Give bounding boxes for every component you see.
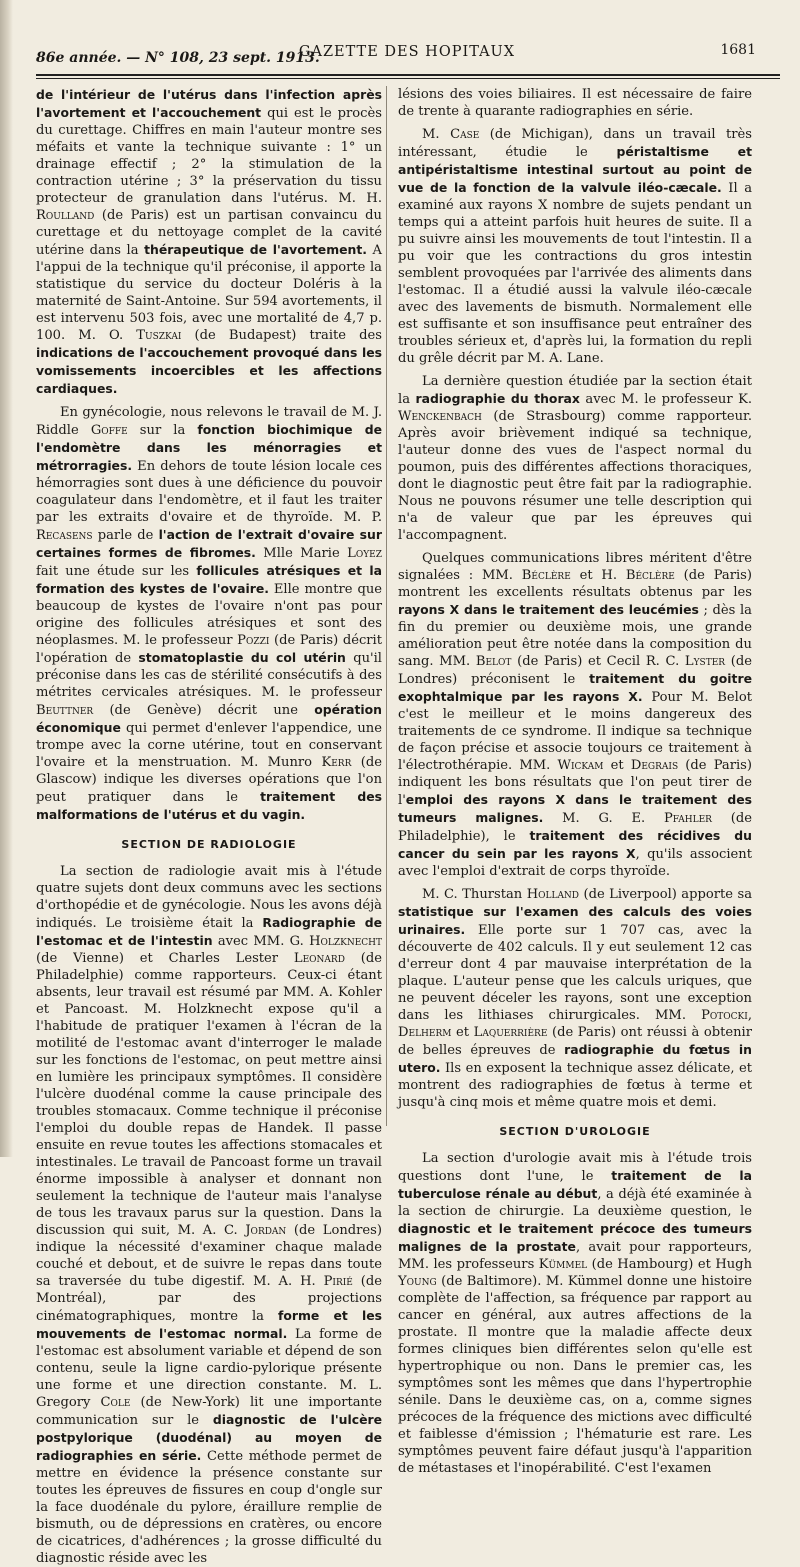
author-name: Degrais bbox=[630, 758, 679, 773]
text-run: , qu'ils associent avec l'emploi d'extrait de corps thyroïde. bbox=[398, 847, 752, 879]
section-heading-urologie: SECTION D'UROLOGIE bbox=[499, 1125, 651, 1138]
text-run: fait une étude sur les bbox=[36, 564, 197, 579]
text-run: qui permet d'enlever l'appendice, une trompe avec la corne utérine, tout en conservant l'ovaire et la menstruation. M. Munro bbox=[36, 721, 382, 770]
text-run: (de Genève) décrit une bbox=[93, 703, 315, 718]
text-run: (de Paris) décrit l'opération de bbox=[36, 633, 382, 666]
author-name: Beuttner bbox=[36, 703, 94, 718]
page-header bbox=[36, 40, 778, 70]
text-run: (de Montréal), par des projections cinématographiques, montre la bbox=[36, 1274, 383, 1324]
author-name: Pozzi bbox=[237, 633, 270, 648]
text-run: La section de radiologie avait mis à l'étude quatre sujets dont deux communs avec les sections d'orthopédie et de gynécologie. Nous les avons déjà indiqués. Le troisième était la bbox=[36, 864, 382, 931]
author-name: Goffe bbox=[90, 423, 128, 438]
emphasized-phrase: forme et les mouvements de l'estomac normal. bbox=[36, 1308, 383, 1341]
left-column bbox=[36, 86, 383, 1566]
paragraph bbox=[36, 86, 382, 398]
text-run: et bbox=[603, 758, 631, 773]
text-run: (de Philadelphie), le bbox=[398, 811, 753, 844]
text-run: Quelques communications libres méritent d'être signalées : MM. bbox=[398, 551, 752, 583]
author-name: Kerr bbox=[321, 755, 352, 770]
paragraph bbox=[398, 1150, 752, 1477]
text-run: En gynécologie, nous relevons le travail de M. J. Riddle bbox=[36, 405, 382, 438]
text-run: Ils en exposent la technique assez délicate, et montrent des radiographies de fœtus à terme et jusqu'à cinq mois et même quatre mois et demi. bbox=[398, 1061, 752, 1110]
text-run: (de Michigan), dans un travail très intéressant, étudie le bbox=[398, 127, 752, 160]
text-run: (de Paris) ont réussi à obtenir de belles épreuves de bbox=[398, 1025, 753, 1058]
text-run: ; dès la fin du premier ou deuxième mois, une grande amélioration peut être notée dans la composition du sang. MM. bbox=[398, 603, 752, 669]
text-run: (de Philadelphie) comme rapporteurs. Ceux-ci étant absents, leur travail est résumé par MM. A. Kohler et Pancoast. M. Holzknecht expose qu'il a l'habitude de pratiquer l'examen à l'écran de la motilité de l'estomac avant d'interroger le malade sur les fonctions de l'estomac, on peut mettre ainsi en lumière les principaux symptômes. Il considère l'ulcère duodénal comme la cause principale des troubles stomacaux. Comme technique il préconise l'emploi du double repas de Handek. Il passe ensuite en revue toutes les affections stomacales et intestinales. Le travail de Pancoast forme un travail énorme impossible à analyser et donnant non seulement la technique de l'auteur mais l'analyse de tous les travaux parus sur la question. Dans la discussion qui suit, M. A. C. bbox=[36, 951, 382, 1238]
emphasized-phrase: de l'intérieur de l'utérus dans l'infection après l'avortement et l'accouchement bbox=[36, 87, 382, 120]
emphasized-phrase: radiographie du fœtus in utero. bbox=[398, 1042, 752, 1075]
text-run: Cette méthode permet de mettre en évidence la présence constante sur toutes les épreuves de fissures en coup d'ongle sur la face duodénale du pylore, éraillure remplie de bismuth, ou de dépressions en cratères, ou encore de cicatrices, d'adhérences ; la grosse difficulté du diagnostic réside avec les bbox=[36, 1449, 382, 1566]
emphasized-phrase: traitement du goitre exophtalmique par les rayons X. bbox=[398, 671, 752, 704]
text-run: Pour M. Belot c'est le meilleur et le moins dangereux des traitements de ce syndrome. Il indique sa technique de façon précise et associe toujours ce traitement à l'électrothérapie. MM. bbox=[398, 690, 752, 773]
author-name: Case bbox=[450, 127, 480, 142]
author-name: Pfahler bbox=[664, 811, 712, 826]
author-name: Loyez bbox=[347, 546, 382, 561]
column-divider bbox=[386, 86, 387, 1126]
text-run: (de Londres) préconisent le bbox=[398, 654, 752, 687]
right-column bbox=[398, 86, 753, 1476]
emphasized-phrase: opération économique bbox=[36, 702, 382, 735]
author-name: Tuszkai bbox=[136, 328, 182, 343]
author-name: Potocki bbox=[701, 1008, 748, 1023]
author-name: Lyster bbox=[684, 654, 726, 669]
text-run: (de New-York) lit une importante communication sur le bbox=[36, 1395, 382, 1428]
page-number: 1681 bbox=[720, 42, 756, 58]
paragraph bbox=[36, 863, 382, 1567]
text-run: La forme de l'estomac est absolument variable et dépend de son contenu, seule la ligne cardio-pylorique présente une forme et une direction constante. M. L. Gregory bbox=[36, 1327, 382, 1410]
paragraph bbox=[398, 86, 752, 120]
emphasized-phrase: diagnostic et le traitement précoce des tumeurs malignes de la prostate bbox=[398, 1221, 752, 1254]
text-run: (de Paris) et Cecil R. C. bbox=[511, 654, 685, 669]
emphasized-phrase: indications de l'accouchement provoqué dans les vomissements incoercibles et les affections cardiaques. bbox=[36, 345, 382, 396]
emphasized-phrase: péristaltisme et antipéristaltisme intestinal surtout au point de vue de la fonction de la valvule iléo-cæcale. bbox=[398, 144, 752, 195]
text-run: En dehors de toute lésion locale ces hémorragies sont dues à une déficience du pouvoir coagulateur dans l'endomètre, et il faut les traiter par les extraits d'ovaire et de thyroïde. M. P. bbox=[36, 459, 382, 525]
text-run: Il a examiné aux rayons X nombre de sujets pendant un temps qui a atteint parfois huit heures de suite. Il a pu suivre ainsi les mouvements de tout l'intestin. Il a pu voir que les contractions du gros intestin semblent provoquées par l'arrivée des aliments dans l'estomac. Il a étudié aussi la valvule iléo-cæcale avec des lavements de bismuth. Normalement elle est suffisante et son insuffisance peut entraîner des troubles sérieux et, d'après lui, la formation du repli du grêle décrit par M. A. Lane. bbox=[398, 181, 752, 366]
text-run: (de Strasbourg) comme rapporteur. Après avoir brièvement indiqué sa technique, l'auteur donne des vues de l'aspect normal du poumon, puis des différentes affections thoraciques, dont le diagnostic peut être fait par la radiographie. Nous ne pouvons résumer une telle description qui n'a de valeur que par les épreuves qui l'accompagnent. bbox=[398, 409, 752, 543]
text-run: lésions des voies biliaires. Il est nécessaire de faire de trente à quarante radiographies en série. bbox=[398, 87, 752, 119]
text-run: , a déjà été examinée à la section de chirurgie. La deuxième question, le bbox=[398, 1187, 752, 1219]
text-run: et H. bbox=[570, 568, 626, 583]
text-run: La section d'urologie avait mis à l'étude trois questions dont l'une, le bbox=[398, 1151, 752, 1184]
author-name: Delherm bbox=[398, 1025, 452, 1040]
text-run: M. G. E. bbox=[543, 811, 664, 826]
emphasized-phrase: traitement de la tuberculose rénale au début bbox=[398, 1168, 752, 1201]
emphasized-phrase: rayons X dans le traitement des leucémies bbox=[398, 602, 699, 617]
emphasized-phrase: traitement des malformations de l'utérus et du vagin. bbox=[36, 789, 382, 822]
author-name: Béclère bbox=[521, 568, 571, 583]
paragraph bbox=[398, 126, 752, 367]
emphasized-phrase: l'action de l'extrait d'ovaire sur certaines formes de fibromes. bbox=[36, 527, 382, 560]
page-binding-edge bbox=[0, 0, 13, 1157]
text-run: (de Vienne) et Charles Lester bbox=[36, 951, 294, 966]
text-run: , bbox=[747, 1008, 752, 1023]
emphasized-phrase: follicules atrésiques et la formation des kystes de l'ovaire. bbox=[36, 563, 382, 596]
text-run: (de Paris) indiquent les bons résultats que l'on peut tirer de l' bbox=[398, 758, 753, 808]
author-name: Roulland bbox=[36, 208, 95, 223]
emphasized-phrase: traitement des récidives du cancer du sein par les rayons X bbox=[398, 828, 753, 861]
text-run: avec MM. G. bbox=[212, 934, 310, 949]
paragraph bbox=[398, 550, 752, 880]
text-run: A l'appui de la technique qu'il préconise, il apporte la statistique du service du docteur Doléris à la maternité de Saint-Antoine. Sur 594 avortements, il est intervenu 503 fois, avec une mortalité de 4,7 p. 100. M. O. bbox=[36, 243, 382, 343]
author-name: Recasens bbox=[36, 528, 93, 543]
author-name: Béclère bbox=[625, 568, 675, 583]
paragraph bbox=[398, 373, 752, 544]
emphasized-phrase: diagnostic de l'ulcère postpylorique (duodénal) au moyen de radiographies en série. bbox=[36, 1412, 383, 1463]
author-name: Young bbox=[398, 1274, 437, 1289]
emphasized-phrase: Radiographie de l'estomac et de l'intestin bbox=[36, 915, 382, 948]
publication-title: GAZETTE DES HOPITAUX bbox=[298, 44, 516, 60]
paragraph bbox=[398, 886, 752, 1111]
text-run: (de Londres) indique la nécessité d'examiner chaque malade couché et debout, et de suivre le repas dans toute sa traversée du tube digestif. M. A. H. bbox=[36, 1223, 382, 1289]
text-run: sur la bbox=[127, 423, 198, 438]
text-run: qu'il préconise dans les cas de stérilité consécutifs à des métrites cervicales atrésiques. M. le professeur bbox=[36, 651, 382, 700]
text-run: M. C. Thurstan bbox=[422, 887, 527, 902]
section-heading-radiologie: SECTION DE RADIOLOGIE bbox=[121, 838, 297, 851]
emphasized-phrase: fonction biochimique de l'endomètre dans les ménorragies et métrorragies. bbox=[36, 422, 382, 473]
author-name: Leonard bbox=[293, 951, 345, 966]
text-run: avec M. le professeur K. bbox=[579, 392, 753, 407]
text-run: , avait pour rapporteurs, MM. les professeurs bbox=[398, 1240, 752, 1272]
text-run: Elle montre que beaucoup de kystes de l'ovaire n'ont pas pour origine des follicules atrésiques et sont des néoplasmes. M. le professeur bbox=[36, 582, 383, 648]
author-name: Holland bbox=[526, 887, 580, 902]
author-name: Cole bbox=[100, 1395, 131, 1410]
text-run: parle de bbox=[92, 528, 159, 543]
header-rule bbox=[36, 74, 780, 79]
emphasized-phrase: emploi des rayons X dans le traitement des tumeurs malignes. bbox=[398, 792, 752, 825]
text-run: (de Hambourg) et Hugh bbox=[587, 1257, 753, 1272]
author-name: Laquerrière bbox=[473, 1025, 548, 1040]
emphasized-phrase: radiographie du thorax bbox=[415, 391, 580, 406]
text-run: (de Paris) est un partisan convaincu du curettage et du nettoyage complet de la cavité utérine dans la bbox=[36, 208, 382, 258]
author-name: Wickam bbox=[557, 758, 604, 773]
emphasized-phrase: statistique sur l'examen des calculs des voies urinaires. bbox=[398, 904, 752, 937]
text-run: qui est le procès du curettage. Chiffres en main l'auteur montre ses méfaits et vante la technique suivante : 1° un drainage effectif ; 2° la stimulation de la contraction utérine ; 3° la préservation du tissu protecteur de granulation dans l'utérus. M. H. bbox=[36, 106, 382, 206]
emphasized-phrase: stomatoplastie du col utérin bbox=[138, 650, 346, 665]
text-run: (de Budapest) traite des bbox=[181, 328, 382, 343]
text-run: et bbox=[451, 1025, 474, 1040]
text-run: M. bbox=[422, 127, 451, 142]
author-name: Kümmel bbox=[538, 1257, 588, 1272]
text-run: (de Glascow) indique les diverses opérations que l'on peut pratiquer dans le bbox=[36, 755, 382, 805]
text-run: Elle porte sur 1 707 cas, avec la découverte de 402 calculs. Il y eut seulement 12 cas d'erreur dont 4 par mauvaise interprétation de la plaque. L'auteur pense que les calculs uriques, que ne peuvent déceler les rayons, sont une exception dans les lithiases chirurgicales. MM. bbox=[398, 923, 752, 1023]
text-run: (de Liverpool) apporte sa bbox=[579, 887, 752, 902]
text-run: (de Paris) montrent les excellents résultats obtenus par les bbox=[398, 568, 753, 600]
author-name: Belot bbox=[475, 654, 512, 669]
author-name: Pirié bbox=[323, 1274, 353, 1289]
emphasized-phrase: thérapeutique de l'avortement. bbox=[144, 242, 367, 257]
paragraph bbox=[36, 404, 382, 824]
text-run: (de Baltimore). M. Kümmel donne une histoire complète de l'affection, sa fréquence par rapport au cancer en général, aux autres affections de la prostate. Il montre que la maladie affecte deux formes cliniques bien différentes selon qu'elle est hypertrophique ou non. Dans le premier cas, les symptômes sont les mêmes que dans l'hypertrophie sénile. Dans le deuxième cas, on a, comme signes précoces de la fréquence des mictions avec difficulté et faiblesse d'émission ; l'hématurie est rare. Les symptômes peuvent faire défaut jusqu'à l'apparition de métastases et l'inopérabilité. C'est l'examen bbox=[398, 1274, 752, 1476]
text-run: La dernière question étudiée par la section était la bbox=[398, 374, 752, 407]
author-name: Wenckenbach bbox=[398, 409, 482, 424]
author-name: Jordan bbox=[245, 1223, 287, 1238]
author-name: Holzknecht bbox=[309, 934, 382, 949]
issue-info: 86e année. — N° 108, 23 sept. 1913. bbox=[36, 50, 320, 66]
text-run: Mlle Marie bbox=[255, 546, 348, 561]
